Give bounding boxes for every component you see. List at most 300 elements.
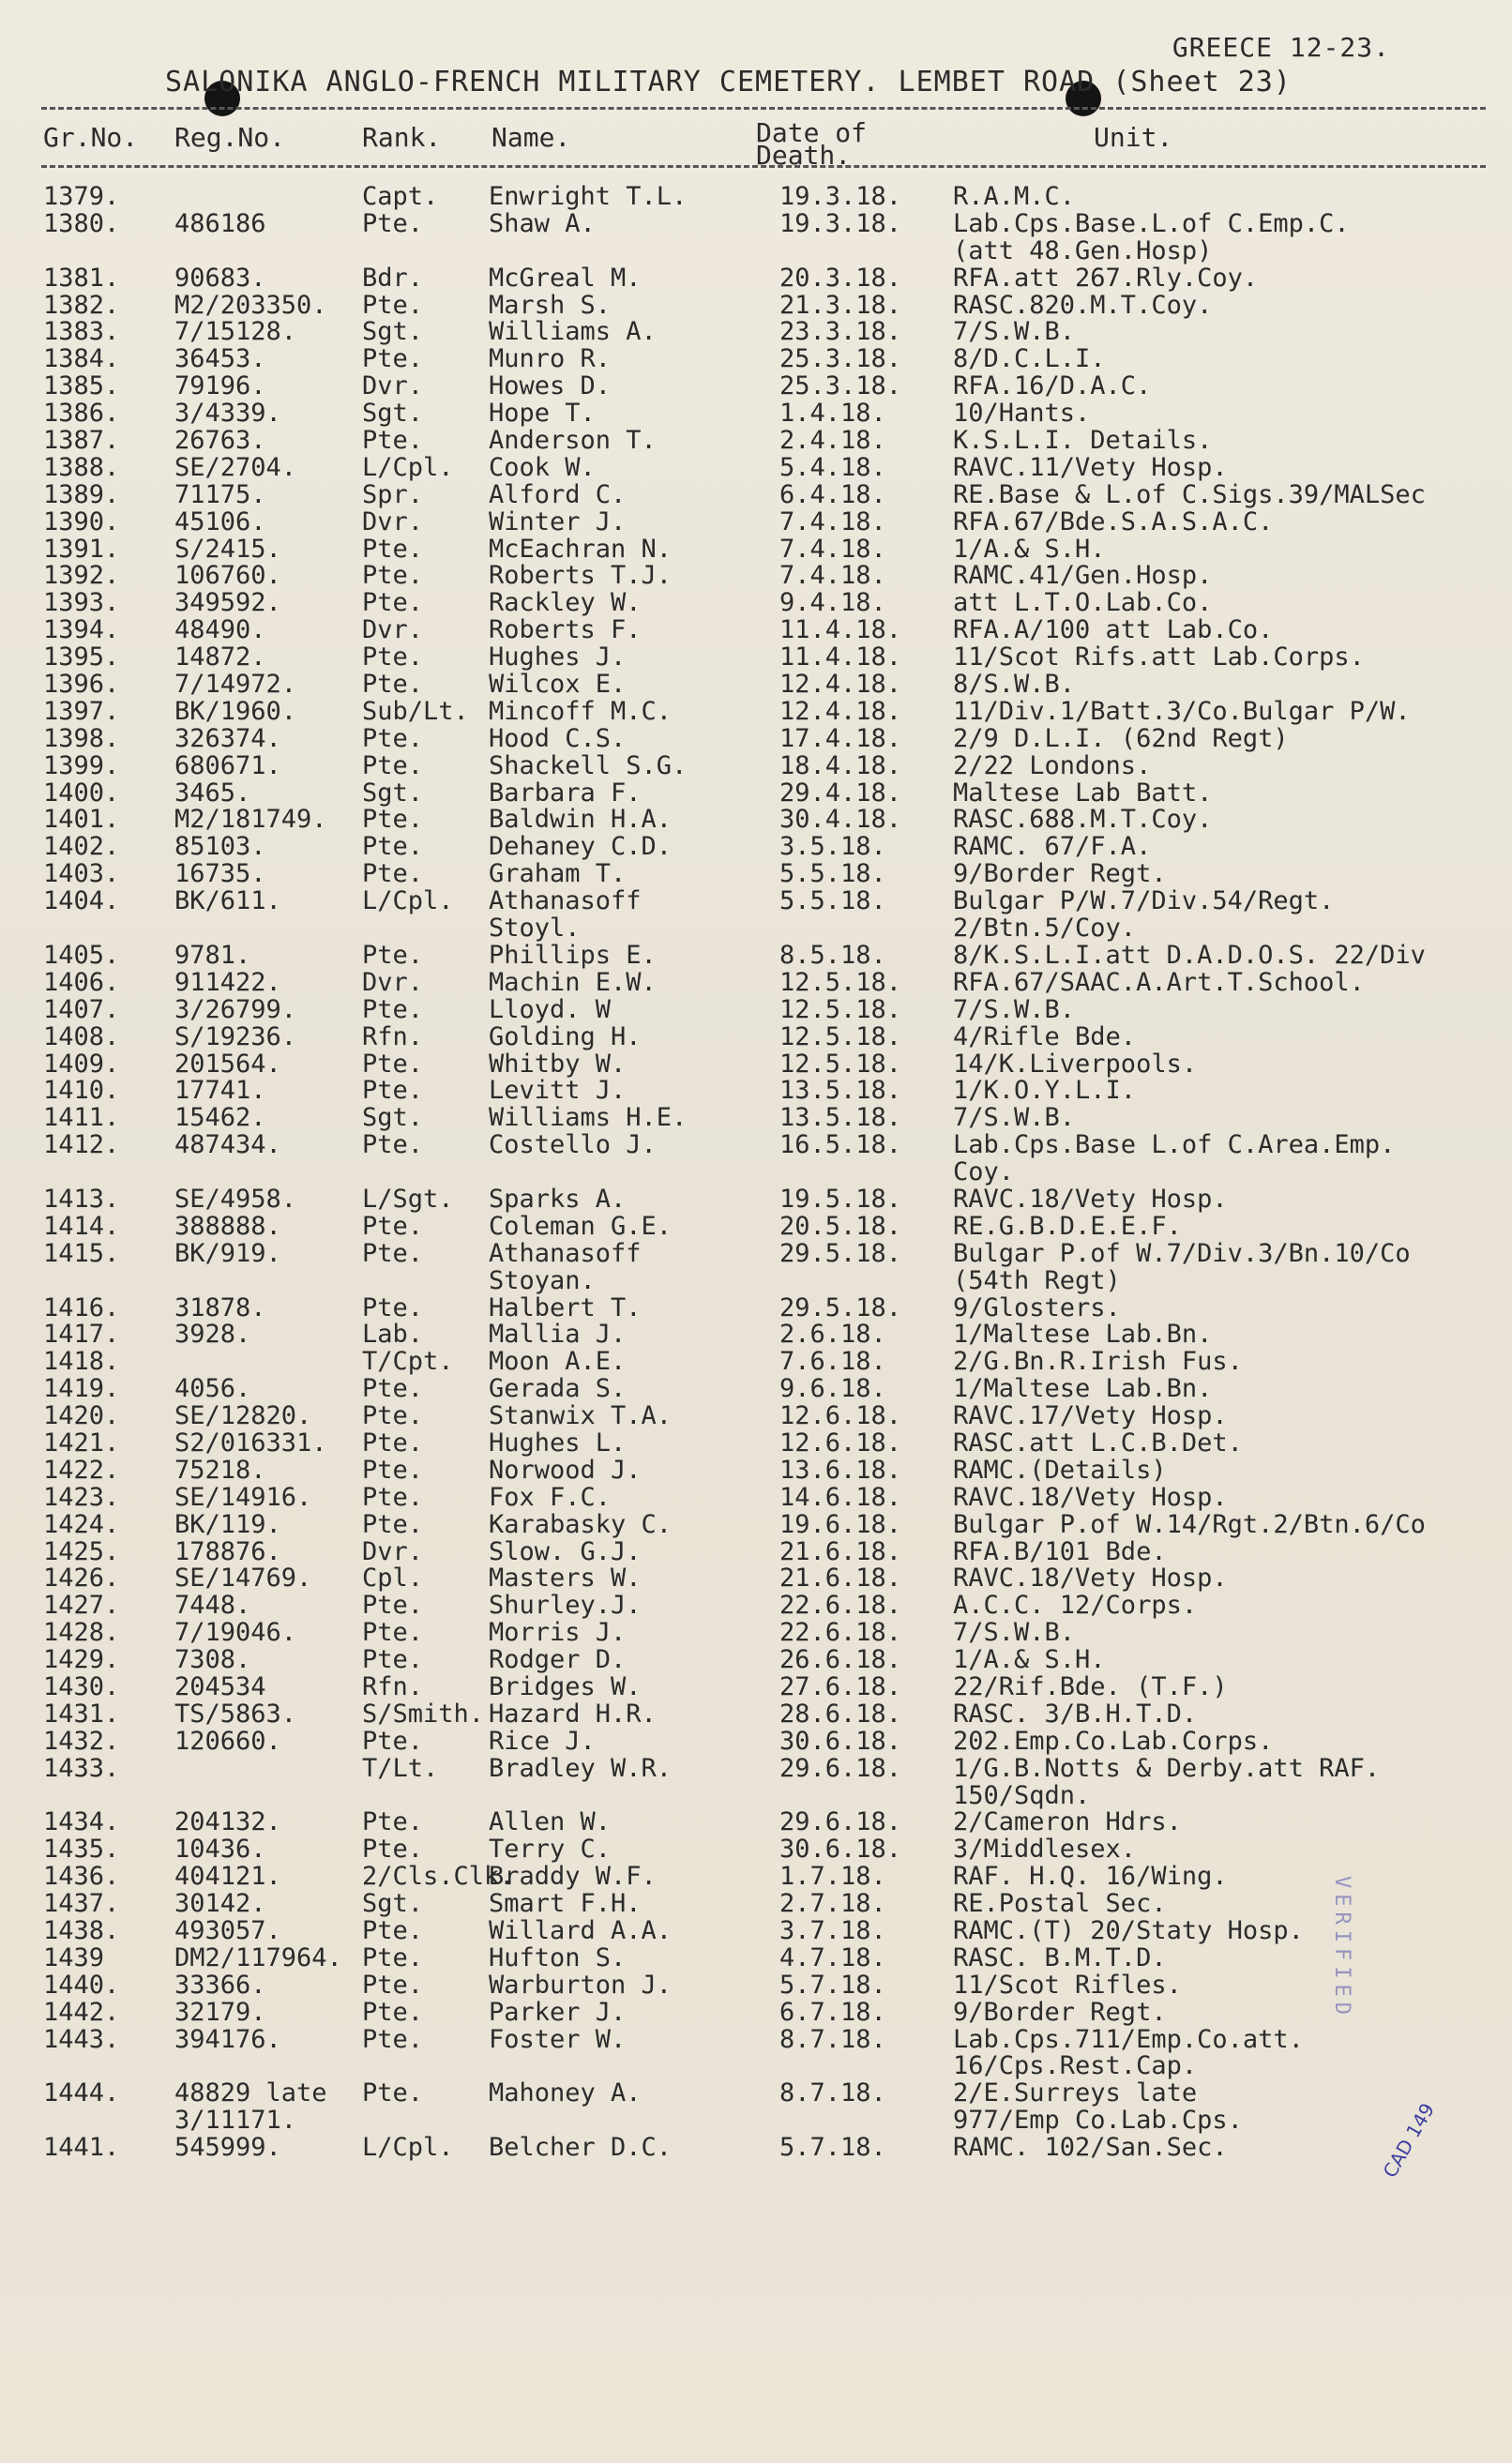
row-margin	[0, 1322, 43, 1349]
reg-number: 4056.	[174, 1374, 251, 1404]
rank: Pte.	[362, 1049, 424, 1079]
reg-number: SE/14769.	[174, 1564, 312, 1594]
soldier-name: Foster W.	[489, 2024, 627, 2054]
soldier-name: Slow. G.J.	[489, 1536, 642, 1566]
row-margin	[0, 293, 43, 320]
grave-number: 1402.	[43, 832, 120, 862]
grave-number: 1440.	[43, 1970, 120, 2000]
grave-number: 1396.	[43, 670, 120, 700]
reg-number: 326374.	[174, 723, 281, 753]
soldier-name: Rodger D.	[489, 1645, 627, 1675]
grave-number: 1393.	[43, 588, 120, 618]
rank: Pte.	[362, 2078, 424, 2108]
rank: Rfn.	[362, 1671, 424, 1701]
grave-number: 1418.	[43, 1347, 120, 1377]
unit: 1/K.O.Y.L.I.	[953, 1076, 1137, 1106]
grave-number: 1389.	[43, 479, 120, 509]
rank: L/Cpl.	[362, 2133, 454, 2163]
grave-number: 1401.	[43, 805, 120, 835]
row-margin	[0, 373, 43, 400]
row-margin	[0, 915, 43, 943]
soldier-name: Machin E.W.	[489, 967, 657, 997]
unit: 8/K.S.L.I.att D.A.D.O.S. 22/Div	[953, 940, 1426, 970]
grave-number	[43, 238, 174, 265]
reg-number: 349592.	[174, 588, 281, 618]
unit: 1/G.B.Notts & Derby.att RAF.	[953, 1753, 1381, 1783]
grave-number: 1438.	[43, 1916, 120, 1945]
date-of-death: 26.6.18.	[779, 1645, 902, 1675]
date-of-death: 19.3.18.	[779, 182, 902, 211]
soldier-name: Roberts F.	[489, 615, 642, 645]
soldier-name: Hazard H.R.	[489, 1699, 657, 1729]
reg-number: 71175.	[174, 479, 266, 509]
grave-number: 1412.	[43, 1130, 120, 1160]
reg-number: 388888.	[174, 1211, 281, 1241]
reg-number: 48829 late	[174, 2078, 327, 2108]
grave-number: 1425.	[43, 1536, 120, 1566]
grave-number: 1417.	[43, 1320, 120, 1350]
rank: Pte.	[362, 1509, 424, 1539]
row-margin	[0, 1159, 43, 1186]
reg-number: 487434.	[174, 1130, 281, 1160]
soldier-name: Warburton J.	[489, 1970, 673, 2000]
soldier-name: Fox F.C.	[489, 1482, 612, 1512]
date-of-death: 9.4.18.	[779, 588, 886, 618]
grave-number: 1420.	[43, 1401, 120, 1431]
rank: Bdr.	[362, 263, 424, 293]
date-of-death: 19.3.18.	[779, 208, 902, 238]
reg-number: SE/2704.	[174, 452, 297, 482]
soldier-name: Athanasoff	[489, 886, 642, 916]
unit: 2/Cameron Hdrs.	[953, 1807, 1182, 1837]
rank: Sgt.	[362, 399, 424, 429]
row-margin	[0, 1593, 43, 1620]
soldier-name: Lloyd. W	[489, 994, 612, 1024]
grave-number: 1397.	[43, 696, 120, 726]
unit: RAVC.18/Vety Hosp.	[953, 1184, 1228, 1214]
unit: RAMC.41/Gen.Hosp.	[953, 561, 1213, 591]
grave-number: 1439	[43, 1942, 105, 1972]
reg-number: DM2/117964.	[174, 1942, 342, 1972]
soldier-name: Enwright T.L.	[489, 182, 688, 211]
unit: 2/G.Bn.R.Irish Fus.	[953, 1347, 1243, 1377]
soldier-name: McGreal M.	[489, 263, 642, 293]
row-margin	[0, 1701, 43, 1729]
date-of-death: 2.7.18.	[779, 1889, 886, 1919]
date-of-death: 11.4.18.	[779, 642, 902, 672]
header-rule	[41, 107, 1486, 110]
date-of-death: 4.7.18.	[779, 1942, 886, 1972]
date-of-death: 5.7.18.	[779, 1970, 886, 2000]
rank: Pte.	[362, 1835, 424, 1865]
row-margin	[0, 1647, 43, 1674]
soldier-name: Cook W.	[489, 452, 596, 482]
unit: RFA.B/101 Bde.	[953, 1536, 1167, 1566]
reg-number: 3/4339.	[174, 399, 281, 429]
unit: 7/S.W.B.	[953, 1103, 1076, 1133]
soldier-name: Levitt J.	[489, 1076, 627, 1106]
grave-number: 1429.	[43, 1645, 120, 1675]
rank: Pte.	[362, 723, 424, 753]
grave-number: 1433.	[43, 1753, 120, 1783]
reg-number: 404121.	[174, 1862, 281, 1892]
unit: RASC.att L.C.B.Det.	[953, 1428, 1243, 1458]
rank	[362, 2053, 489, 2080]
unit: 8/D.C.L.I.	[953, 344, 1106, 374]
soldier-name: Baldwin H.A.	[489, 805, 673, 835]
reg-number: 16735.	[174, 859, 266, 889]
date-of-death: 19.6.18.	[779, 1509, 902, 1539]
row-margin	[0, 1485, 43, 1512]
soldier-name: Graham T.	[489, 859, 627, 889]
unit: RASC.688.M.T.Coy.	[953, 805, 1213, 835]
soldier-name: Braddy W.F.	[489, 1862, 657, 1892]
rank: S/Smith.	[362, 1699, 485, 1729]
row-margin	[0, 1349, 43, 1376]
col-unit: Unit.	[1094, 122, 1173, 153]
row-margin	[0, 400, 43, 428]
date-of-death: 8.7.18.	[779, 2024, 886, 2054]
rank: 2/Cls.Clk.	[362, 1862, 515, 1892]
reg-number: 7308.	[174, 1645, 251, 1675]
rank: T/Cpt.	[362, 1347, 454, 1377]
row-margin	[0, 888, 43, 915]
rank: Pte.	[362, 1807, 424, 1837]
reg-number: 14872.	[174, 642, 266, 672]
soldier-name: Roberts T.J.	[489, 561, 673, 591]
unit: (att 48.Gen.Hosp)	[953, 235, 1213, 265]
date-of-death: 12.5.18.	[779, 1021, 902, 1051]
reg-number: 15462.	[174, 1103, 266, 1133]
rank: Pte.	[362, 534, 424, 564]
unit: RASC.820.M.T.Coy.	[953, 290, 1213, 320]
row-margin	[0, 1403, 43, 1430]
reg-number: 3465.	[174, 778, 251, 808]
row-margin	[0, 617, 43, 644]
row-margin	[0, 807, 43, 834]
reg-number: BK/119.	[174, 1509, 281, 1539]
reg-number	[174, 1349, 362, 1376]
soldier-name: Mallia J.	[489, 1320, 627, 1350]
grave-number: 1408.	[43, 1021, 120, 1051]
reg-number: 3/26799.	[174, 994, 297, 1024]
date-of-death	[779, 1159, 953, 1186]
grave-number: 1395.	[43, 642, 120, 672]
grave-number: 1392.	[43, 561, 120, 591]
soldier-name: Phillips E.	[489, 940, 657, 970]
row-margin	[0, 1729, 43, 1756]
date-of-death	[779, 1268, 953, 1295]
unit: RAVC.18/Vety Hosp.	[953, 1564, 1228, 1594]
soldier-name: Wilcox E.	[489, 670, 627, 700]
date-of-death	[779, 2053, 953, 2080]
rank	[362, 915, 489, 943]
soldier-name: Terry C.	[489, 1835, 612, 1865]
soldier-name: Marsh S.	[489, 290, 612, 320]
row-margin	[0, 1268, 43, 1295]
grave-number: 1410.	[43, 1076, 120, 1106]
row-margin	[0, 211, 43, 238]
grave-number: 1380.	[43, 208, 120, 238]
row-margin	[0, 482, 43, 509]
row-margin	[0, 780, 43, 808]
rank: Pte.	[362, 1726, 424, 1756]
grave-number: 1394.	[43, 615, 120, 645]
rank: L/Cpl.	[362, 452, 454, 482]
row-margin	[0, 1132, 43, 1159]
grave-number: 1379.	[43, 182, 120, 211]
date-of-death: 29.6.18.	[779, 1753, 902, 1783]
date-of-death: 25.3.18.	[779, 344, 902, 374]
row-margin	[0, 834, 43, 861]
rank: Pte.	[362, 208, 424, 238]
rank: Pte.	[362, 859, 424, 889]
grave-number: 1422.	[43, 1455, 120, 1485]
date-of-death: 20.3.18.	[779, 263, 902, 293]
row-margin	[0, 672, 43, 699]
rank	[362, 1783, 489, 1810]
unit: 7/S.W.B.	[953, 1618, 1076, 1648]
unit: 11/Div.1/Batt.3/Co.Bulgar P/W.	[953, 696, 1411, 726]
row-margin	[0, 644, 43, 672]
row-margin	[0, 1078, 43, 1105]
date-of-death: 22.6.18.	[779, 1618, 902, 1648]
date-of-death: 12.6.18.	[779, 1428, 902, 1458]
date-of-death	[779, 915, 953, 943]
sheet-reference: GREECE 12-23.	[1172, 32, 1390, 63]
row-margin	[0, 1756, 43, 1783]
grave-number: 1403.	[43, 859, 120, 889]
col-rank: Rank.	[362, 122, 442, 153]
row-margin	[0, 1376, 43, 1403]
unit: 1/Maltese Lab.Bn.	[953, 1320, 1213, 1350]
unit: Bulgar P.of W.14/Rgt.2/Btn.6/Co	[953, 1509, 1426, 1539]
rank: L/Sgt.	[362, 1184, 454, 1214]
row-margin	[0, 536, 43, 564]
date-of-death	[779, 1783, 953, 1810]
reg-number: 85103.	[174, 832, 266, 862]
date-of-death: 3.5.18.	[779, 832, 886, 862]
row-margin	[0, 265, 43, 293]
row-margin	[0, 2053, 43, 2080]
date-of-death: 5.5.18.	[779, 886, 886, 916]
soldier-name: Hope T.	[489, 399, 596, 429]
reg-number: SE/14916.	[174, 1482, 312, 1512]
grave-number: 1421.	[43, 1428, 120, 1458]
soldier-name: Rackley W.	[489, 588, 642, 618]
row-margin	[0, 1674, 43, 1701]
date-of-death: 7.6.18.	[779, 1347, 886, 1377]
date-of-death: 18.4.18.	[779, 750, 902, 780]
rank: T/Lt.	[362, 1753, 439, 1783]
grave-number: 1437.	[43, 1889, 120, 1919]
row-margin	[0, 1918, 43, 1945]
reg-number	[174, 1268, 362, 1295]
grave-number	[43, 2053, 174, 2080]
soldier-name: Moon A.E.	[489, 1347, 627, 1377]
grave-number: 1405.	[43, 940, 120, 970]
rank	[362, 1159, 489, 1186]
grave-number	[43, 2108, 174, 2135]
reg-number: 486186	[174, 208, 266, 238]
rank	[362, 238, 489, 265]
soldier-name	[489, 1159, 779, 1186]
row-margin	[0, 184, 43, 211]
grave-number: 1428.	[43, 1618, 120, 1648]
reg-number: TS/5863.	[174, 1699, 297, 1729]
reg-number: BK/611.	[174, 886, 281, 916]
grave-number: 1398.	[43, 723, 120, 753]
date-of-death: 5.7.18.	[779, 2133, 886, 2163]
rank: Pte.	[362, 642, 424, 672]
grave-number: 1424.	[43, 1509, 120, 1539]
grave-number: 1399.	[43, 750, 120, 780]
unit: 9/Border Regt.	[953, 859, 1167, 889]
rank: Pte.	[362, 561, 424, 591]
rank: Pte.	[362, 805, 424, 835]
reg-number: S/2415.	[174, 534, 281, 564]
grave-number: 1381.	[43, 263, 120, 293]
unit: Coy.	[953, 1157, 1015, 1187]
grave-number: 1404.	[43, 886, 120, 916]
grave-number: 1430.	[43, 1671, 120, 1701]
reg-number	[174, 1159, 362, 1186]
reg-number	[174, 238, 362, 265]
unit: Bulgar P.of W.7/Div.3/Bn.10/Co	[953, 1238, 1411, 1268]
unit: (54th Regt)	[953, 1265, 1121, 1295]
reg-number: 201564.	[174, 1049, 281, 1079]
row-margin	[0, 2135, 43, 2162]
grave-number: 1390.	[43, 506, 120, 536]
unit: 2/E.Surreys late	[953, 2078, 1198, 2108]
soldier-name: Shackell S.G.	[489, 750, 688, 780]
reg-number: BK/1960.	[174, 696, 297, 726]
grave-number	[43, 915, 174, 943]
date-of-death: 8.7.18.	[779, 2078, 886, 2108]
reg-number: 394176.	[174, 2024, 281, 2054]
unit: 16/Cps.Rest.Cap.	[953, 2051, 1198, 2081]
unit: RFA.67/Bde.S.A.S.A.C.	[953, 506, 1274, 536]
soldier-name: Bridges W.	[489, 1671, 642, 1701]
date-of-death: 21.3.18.	[779, 290, 902, 320]
reg-number: 90683.	[174, 263, 266, 293]
grave-number: 1411.	[43, 1103, 120, 1133]
rank: Pte.	[362, 1292, 424, 1322]
reg-number: 9781.	[174, 940, 251, 970]
unit: RAMC. 102/San.Sec.	[953, 2133, 1228, 2163]
row-margin	[0, 1539, 43, 1566]
row-margin	[0, 319, 43, 346]
row-margin	[0, 1186, 43, 1214]
unit: RFA.67/SAAC.A.Art.T.School.	[953, 967, 1365, 997]
rank: Spr.	[362, 479, 424, 509]
date-of-death: 12.6.18.	[779, 1401, 902, 1431]
date-of-death: 7.4.18.	[779, 534, 886, 564]
soldier-name: Hughes L.	[489, 1428, 627, 1458]
row-margin	[0, 2000, 43, 2027]
grave-number: 1435.	[43, 1835, 120, 1865]
soldier-name: Belcher D.C.	[489, 2133, 673, 2163]
row-margin	[0, 1783, 43, 1810]
row-margin	[0, 2108, 43, 2135]
grave-number: 1423.	[43, 1482, 120, 1512]
rank: Pte.	[362, 1482, 424, 1512]
date-of-death: 9.6.18.	[779, 1374, 886, 1404]
rank: Pte.	[362, 1130, 424, 1160]
date-of-death: 6.4.18.	[779, 479, 886, 509]
grave-number: 1444.	[43, 2078, 120, 2108]
row-margin	[0, 1809, 43, 1836]
grave-number: 1434.	[43, 1807, 120, 1837]
reg-number: 3928.	[174, 1320, 251, 1350]
date-of-death: 22.6.18.	[779, 1591, 902, 1621]
date-of-death: 17.4.18.	[779, 723, 902, 753]
date-of-death	[779, 238, 953, 265]
date-of-death: 19.5.18.	[779, 1184, 902, 1214]
unit: 2/9 D.L.I. (62nd Regt)	[953, 723, 1289, 753]
unit: 1/A.& S.H.	[953, 534, 1106, 564]
rank: L/Cpl.	[362, 886, 454, 916]
reg-number: 36453.	[174, 344, 266, 374]
soldier-name: McEachran N.	[489, 534, 673, 564]
row-margin	[0, 1024, 43, 1051]
row-margin	[0, 1214, 43, 1241]
unit: RFA.A/100 att Lab.Co.	[953, 615, 1274, 645]
rank: Dvr.	[362, 506, 424, 536]
unit: Lab.Cps.Base L.of C.Area.Emp.	[953, 1130, 1396, 1160]
reg-number: 911422.	[174, 967, 281, 997]
rank: Lab.	[362, 1320, 424, 1350]
date-of-death: 5.4.18.	[779, 452, 886, 482]
rank: Sgt.	[362, 778, 424, 808]
reg-number: 106760.	[174, 561, 281, 591]
unit: 10/Hants.	[953, 399, 1091, 429]
col-name: Name.	[491, 122, 571, 153]
date-of-death: 12.4.18.	[779, 696, 902, 726]
soldier-name: Sparks A.	[489, 1184, 627, 1214]
rank: Pte.	[362, 1618, 424, 1648]
unit: RE.Base & L.of C.Sigs.39/MALSec	[953, 479, 1426, 509]
reg-number: 120660.	[174, 1726, 281, 1756]
rank: Dvr.	[362, 371, 424, 401]
rank: Pte.	[362, 1076, 424, 1106]
col-reg-no: Reg.No.	[174, 122, 286, 153]
date-of-death: 13.5.18.	[779, 1103, 902, 1133]
unit: 14/K.Liverpools.	[953, 1049, 1198, 1079]
rank: Pte.	[362, 426, 424, 456]
grave-number: 1427.	[43, 1591, 120, 1621]
grave-number: 1413.	[43, 1184, 120, 1214]
rank: Pte.	[362, 1645, 424, 1675]
unit: 150/Sqdn.	[953, 1780, 1091, 1810]
row-margin	[0, 509, 43, 536]
soldier-name: Williams H.E.	[489, 1103, 688, 1133]
date-of-death: 27.6.18.	[779, 1671, 902, 1701]
date-of-death: 7.4.18.	[779, 561, 886, 591]
verification-stamp: VERIFIED	[1330, 1876, 1353, 2020]
row-margin	[0, 861, 43, 888]
grave-number	[43, 1268, 174, 1295]
grave-number: 1419.	[43, 1374, 120, 1404]
rank: Pte.	[362, 750, 424, 780]
unit: 2/22 Londons.	[953, 750, 1152, 780]
row-margin	[0, 590, 43, 617]
row-margin	[0, 1512, 43, 1539]
date-of-death: 30.6.18.	[779, 1835, 902, 1865]
unit: 2/Btn.5/Coy.	[953, 914, 1137, 944]
reg-number: S2/016331.	[174, 1428, 327, 1458]
rank: Sub/Lt.	[362, 696, 469, 726]
